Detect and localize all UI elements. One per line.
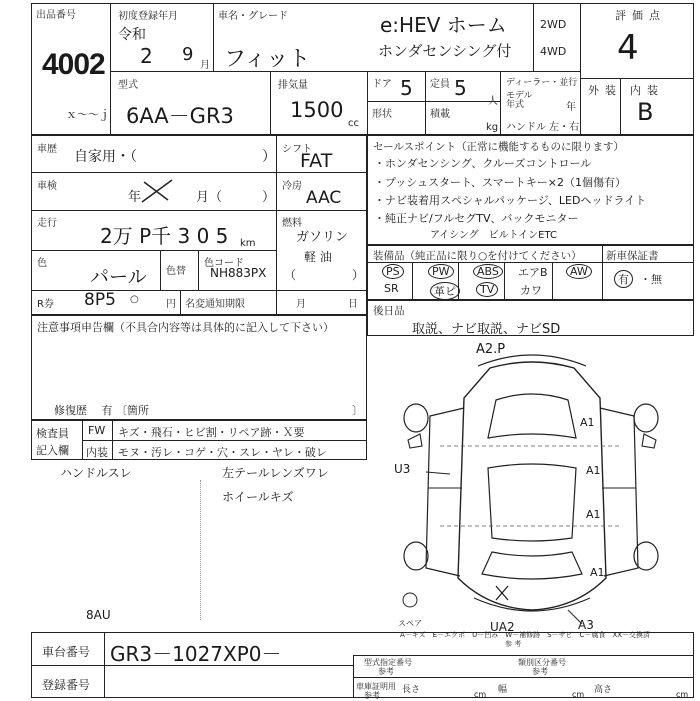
- caution-label: 注意事項申告欄（不具合内容等は具体的に記入して下さい）: [37, 321, 334, 334]
- exterior-label: 外装: [588, 84, 622, 97]
- type-number-ref: 参考: [378, 667, 394, 676]
- class-number-label: 類別区分番号: [518, 658, 566, 667]
- garage-cert-ref: 参考: [364, 691, 380, 700]
- sales-line-2: ・プッシュスタート、スマートキー×2（1個傷有）: [374, 176, 627, 189]
- inspection-month: 月（: [196, 190, 223, 205]
- mileage-value: 2万 P千 3 0 5: [100, 224, 229, 248]
- capacity-value: 5: [454, 76, 467, 100]
- shift-value: FAT: [300, 150, 333, 172]
- model-year-label: モデル年式: [506, 91, 533, 110]
- shape-label: 形状: [372, 109, 392, 120]
- fuel-gasoline: ガソリン: [296, 230, 349, 245]
- registration-year: 2: [140, 44, 153, 68]
- shift-label: シフト: [282, 144, 312, 155]
- length-label: 長さ: [402, 685, 421, 695]
- inspection-close: ）: [262, 190, 276, 205]
- car-name: フィット: [224, 47, 311, 72]
- later-items-value: 取説、ナビ取説、ナビSD: [412, 322, 561, 337]
- diagram-u3: U3: [394, 462, 411, 476]
- score-label: 評価点: [615, 9, 666, 22]
- fuel-diesel: 軽 油: [304, 250, 332, 264]
- mileage-label: 走行: [37, 218, 57, 229]
- ac-value: AAC: [306, 188, 342, 208]
- sales-line-5: アイシング ビルトインETC: [430, 230, 557, 241]
- model-value: 6AA－GR3: [126, 104, 234, 128]
- diagram-a3: A3: [578, 618, 594, 632]
- inspection-label: 車検: [37, 181, 57, 192]
- dealer-label: ディーラー・並行: [506, 78, 578, 88]
- sales-line-1: ・ホンダセンシング、クルーズコントロール: [374, 157, 592, 170]
- color-value: パール: [90, 266, 147, 288]
- inspector-note-4: 8AU: [86, 608, 111, 622]
- fuel-label: 燃料: [282, 218, 302, 229]
- chassis-value: GR3－1027XP0－: [110, 642, 282, 666]
- repair-label: 修復歴 有 〔箇所: [54, 404, 149, 417]
- diagram-legend: A－キズ E－エクボ U－凹み W－補修跡 S－サビ C－腐食 XX－交換済: [400, 631, 651, 639]
- sales-line-4: ・純正ナビ/フルセグTV、バックモニター: [374, 212, 579, 225]
- history-close: ）: [262, 149, 276, 165]
- diagram-spare-label: スペア: [398, 619, 422, 628]
- garage-cert-label: 車庫証明用: [356, 682, 396, 691]
- interior-score: B: [637, 98, 654, 126]
- fuel-paren-close: ）: [352, 268, 365, 282]
- deadline-month: 月: [296, 299, 306, 310]
- history-value: 自家用・（: [74, 149, 137, 165]
- length-unit: cm: [474, 690, 487, 699]
- era-value: 令和: [118, 27, 146, 43]
- diagram-a1-4: A1: [590, 566, 605, 579]
- color-label: 色: [37, 258, 47, 269]
- interior-tag: 内装: [86, 446, 108, 459]
- equip-pw: PW: [428, 264, 454, 279]
- diagram-a1-3: A1: [586, 508, 601, 521]
- grade-line-2: ホンダセンシング付: [378, 42, 512, 60]
- history-label: 車歴: [37, 144, 57, 155]
- lot-number: 4002: [42, 48, 105, 81]
- equip-sr: SR: [384, 282, 399, 295]
- drive-4wd: 4WD: [540, 45, 567, 58]
- interior-label: 内装: [630, 84, 664, 97]
- name-grade-label: 車名・グレード: [218, 11, 288, 22]
- inspector-label-1: 検査員: [36, 427, 69, 440]
- recycle-yen: 円: [166, 299, 176, 310]
- registration-month: 9: [182, 44, 194, 65]
- type-number-label: 型式指定番号: [364, 658, 412, 667]
- car-diagram: [370, 338, 692, 632]
- lot-label: 出品番号: [36, 10, 76, 21]
- doors-label: ドア: [372, 79, 392, 90]
- ac-label: 冷房: [282, 181, 302, 192]
- warranty-no: ・無: [640, 273, 662, 286]
- first-registration-label: 初度登録年月: [118, 11, 178, 22]
- overall-score: 4: [617, 28, 639, 68]
- inspector-note-1: ハンドルスレ: [60, 466, 132, 480]
- inspector-note-2: 左テールレンズワレ: [222, 466, 329, 480]
- diagram-a1-2: A1: [586, 464, 601, 477]
- color-code-label: 色コード: [204, 258, 244, 269]
- equipment-label: 装備品（純正品に限り○を付けてください）: [373, 250, 582, 262]
- capacity-unit: 人: [488, 96, 498, 107]
- fw-text: キズ・飛石・ヒビ割・リペア跡・Ｘ要: [118, 426, 305, 439]
- class-number-ref: 参考: [532, 667, 548, 676]
- year-unit: 年: [566, 102, 576, 113]
- load-label: 積載: [430, 109, 450, 120]
- capacity-label: 定員: [430, 79, 450, 90]
- height-label: 高さ: [594, 685, 613, 695]
- width-label: 幅: [498, 685, 508, 695]
- warranty-label: 新車保証書: [606, 250, 659, 262]
- grade-line-1: e:HEV ホーム: [380, 13, 507, 37]
- mileage-unit: km: [240, 238, 256, 249]
- diagram-a1-1: A1: [580, 416, 595, 429]
- recycle-value: 8P5: [84, 290, 116, 310]
- strike-mark-icon: [138, 176, 178, 206]
- month-suffix: 月: [200, 60, 210, 71]
- fuel-paren-open: （: [284, 268, 297, 282]
- drive-2wd: 2WD: [540, 18, 567, 31]
- color-change-label: 色替: [166, 266, 186, 277]
- height-unit: cm: [676, 690, 689, 699]
- model-label: 型式: [118, 80, 138, 91]
- inspector-label-2: 記入欄: [36, 444, 69, 457]
- displacement-value: 1500: [290, 98, 344, 122]
- load-unit: kg: [486, 122, 499, 133]
- repair-close: 〕: [352, 404, 363, 417]
- sales-line-3: ・ナビ装着用スペシャルパッケージ、LEDヘッドライト: [374, 194, 647, 207]
- sales-label: セールスポイント（正常に機能するものに限ります）: [373, 141, 625, 153]
- equip-abs: ABS: [473, 264, 503, 279]
- equip-tv: TV: [476, 282, 498, 297]
- recycle-unit: ○: [130, 294, 139, 305]
- registration-label: 登録番号: [42, 678, 91, 692]
- equip-aw: AW: [566, 264, 592, 279]
- diagram-ua2: UA2: [490, 620, 515, 634]
- equip-kawa: カワ: [520, 284, 542, 297]
- color-code-value: NH883PX: [210, 266, 267, 280]
- deadline-day: 日: [348, 299, 358, 310]
- width-unit: cm: [572, 690, 585, 699]
- diagram-legend-ref: 参 考: [505, 640, 522, 648]
- handle-label: ハンドル 左・右: [506, 122, 580, 133]
- equip-airbag: エアB: [518, 266, 548, 279]
- displacement-unit: cc: [348, 118, 359, 129]
- inspector-note-3: ホイールキズ: [222, 490, 294, 504]
- equip-ps: PS: [382, 264, 404, 279]
- recycle-label: R券: [37, 299, 54, 310]
- doors-value: 5: [400, 76, 413, 100]
- warranty-yes: 有: [614, 270, 633, 288]
- interior-text: モヌ・汚レ・コゲ・穴・スレ・ヤレ・破レ: [118, 446, 327, 459]
- lot-note: ｘ〜〜ｊ: [66, 108, 110, 121]
- inspection-year: 年: [128, 190, 142, 205]
- later-items-label: 後日品: [373, 305, 405, 317]
- chassis-label: 車台番号: [42, 645, 91, 659]
- fw-tag: FW: [88, 424, 106, 437]
- diagram-top-note: A2.P: [476, 342, 506, 357]
- deadline-label: 名変通知期限: [185, 299, 245, 310]
- equip-leather: 革ピ: [430, 282, 460, 300]
- displacement-label: 排気量: [278, 80, 308, 91]
